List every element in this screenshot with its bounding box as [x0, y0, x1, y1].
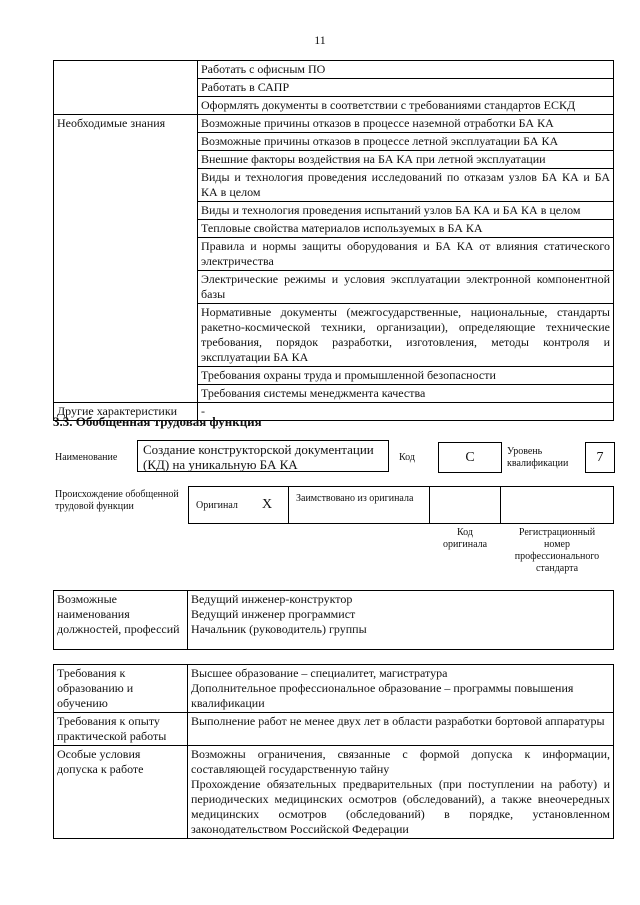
- skills-label-cell: [54, 61, 198, 115]
- knowledge-item: Требования системы менеджмента качества: [198, 385, 614, 403]
- knowledge-item: Внешние факторы воздействия на БА КА при летной эксплуатации: [198, 151, 614, 169]
- requirements-table: [53, 664, 614, 839]
- registration-number-caption: Регистрационный номер профессионального стандарта: [514, 527, 600, 574]
- education-item: Дополнительное профессиональное образование – программы повышения квалификации: [191, 681, 574, 710]
- experience-label: Требования к опыту практической работы: [54, 713, 188, 746]
- code-original-caption: Код оригинала: [442, 527, 488, 550]
- knowledge-item: Возможные причины отказов в процессе наземной отработки БА КА: [198, 115, 614, 133]
- page-number: 11: [314, 33, 326, 47]
- knowledge-item: Виды и технология проведения исследований по отказам узлов БА КА и БА КА в целом: [198, 169, 614, 202]
- education-item: Высшее образование – специалитет, магистратура: [191, 666, 448, 680]
- knowledge-item: Виды и технология проведения испытаний узлов БА КА и БА КА в целом: [198, 202, 614, 220]
- original-label: Оригинал: [196, 500, 238, 511]
- knowledge-item: Возможные причины отказов в процессе летной эксплуатации БА КА: [198, 133, 614, 151]
- skill-item: Оформлять документы в соответствии с требованиями стандартов ЕСКД: [198, 97, 614, 115]
- skill-item: Работать с офисным ПО: [198, 61, 614, 79]
- borrowed-label: Заимствовано из оригинала: [296, 493, 414, 504]
- occupations-list: [188, 591, 614, 650]
- other-characteristics-label: Другие характеристики: [54, 403, 198, 421]
- code-value: C: [438, 442, 502, 473]
- name-value: Создание конструкторской документации (КД) на уникальную БА КА: [137, 440, 389, 472]
- knowledge-item: Тепловые свойства материалов используемых в БА КА: [198, 220, 614, 238]
- occupation-item: Начальник (руководитель) группы: [191, 622, 367, 636]
- other-characteristics-value: -: [198, 403, 614, 421]
- education-label: Требования к образованию и обучению: [54, 665, 188, 713]
- knowledge-item: Требования охраны труда и промышленной безопасности: [198, 367, 614, 385]
- level-label: Уровень квалификации: [507, 446, 569, 469]
- occupations-label: Возможные наименования должностей, профессий: [54, 591, 188, 650]
- code-label: Код: [399, 452, 415, 463]
- name-label: Наименование: [55, 452, 118, 463]
- knowledge-label: Необходимые знания: [54, 115, 198, 403]
- original-mark: X: [262, 497, 273, 512]
- special-condition-item: Возможны ограничения, связанные с формой допуска к информации, составляющей государственную тайну: [191, 747, 610, 776]
- origin-divider: [500, 486, 501, 523]
- section-title: 3.3. Обобщенная трудовая функция: [53, 414, 262, 429]
- special-conditions-cell: [188, 746, 614, 839]
- education-cell: [188, 665, 614, 713]
- knowledge-item: Электрические режимы и условия эксплуатации электронной компонентной базы: [198, 271, 614, 304]
- skill-item: Работать в САПР: [198, 79, 614, 97]
- experience-value: Выполнение работ не менее двух лет в области разработки бортовой аппаратуры: [188, 713, 614, 746]
- special-conditions-label: Особые условия допуска к работе: [54, 746, 188, 839]
- origin-box: [188, 486, 614, 524]
- special-condition-item: Прохождение обязательных предварительных (при поступлении на работу) и периодических медицинских осмотров (обследований), а также внеочередных медицинских осмотров (обследований) в порядке, установленном законодательством Российской Федерации: [191, 777, 610, 836]
- occupation-item: Ведущий инженер программист: [191, 607, 356, 621]
- occupation-item: Ведущий инженер-конструктор: [191, 592, 353, 606]
- origin-divider: [429, 486, 430, 523]
- origin-divider: [288, 486, 289, 523]
- occupations-table: [53, 590, 614, 650]
- knowledge-table: [53, 60, 614, 421]
- knowledge-item: Нормативные документы (межгосударственные, национальные, стандарты ракетно-космической техники, организации), определяющие технические требования, порядок разработки, изготовления, методы контроля и эксплуатации БА КА: [198, 304, 614, 367]
- knowledge-item: Правила и нормы защиты оборудования и БА КА от влияния статического электричества: [198, 238, 614, 271]
- origin-label: Происхождение обобщенной трудовой функции: [55, 489, 179, 512]
- level-value: 7: [585, 442, 615, 473]
